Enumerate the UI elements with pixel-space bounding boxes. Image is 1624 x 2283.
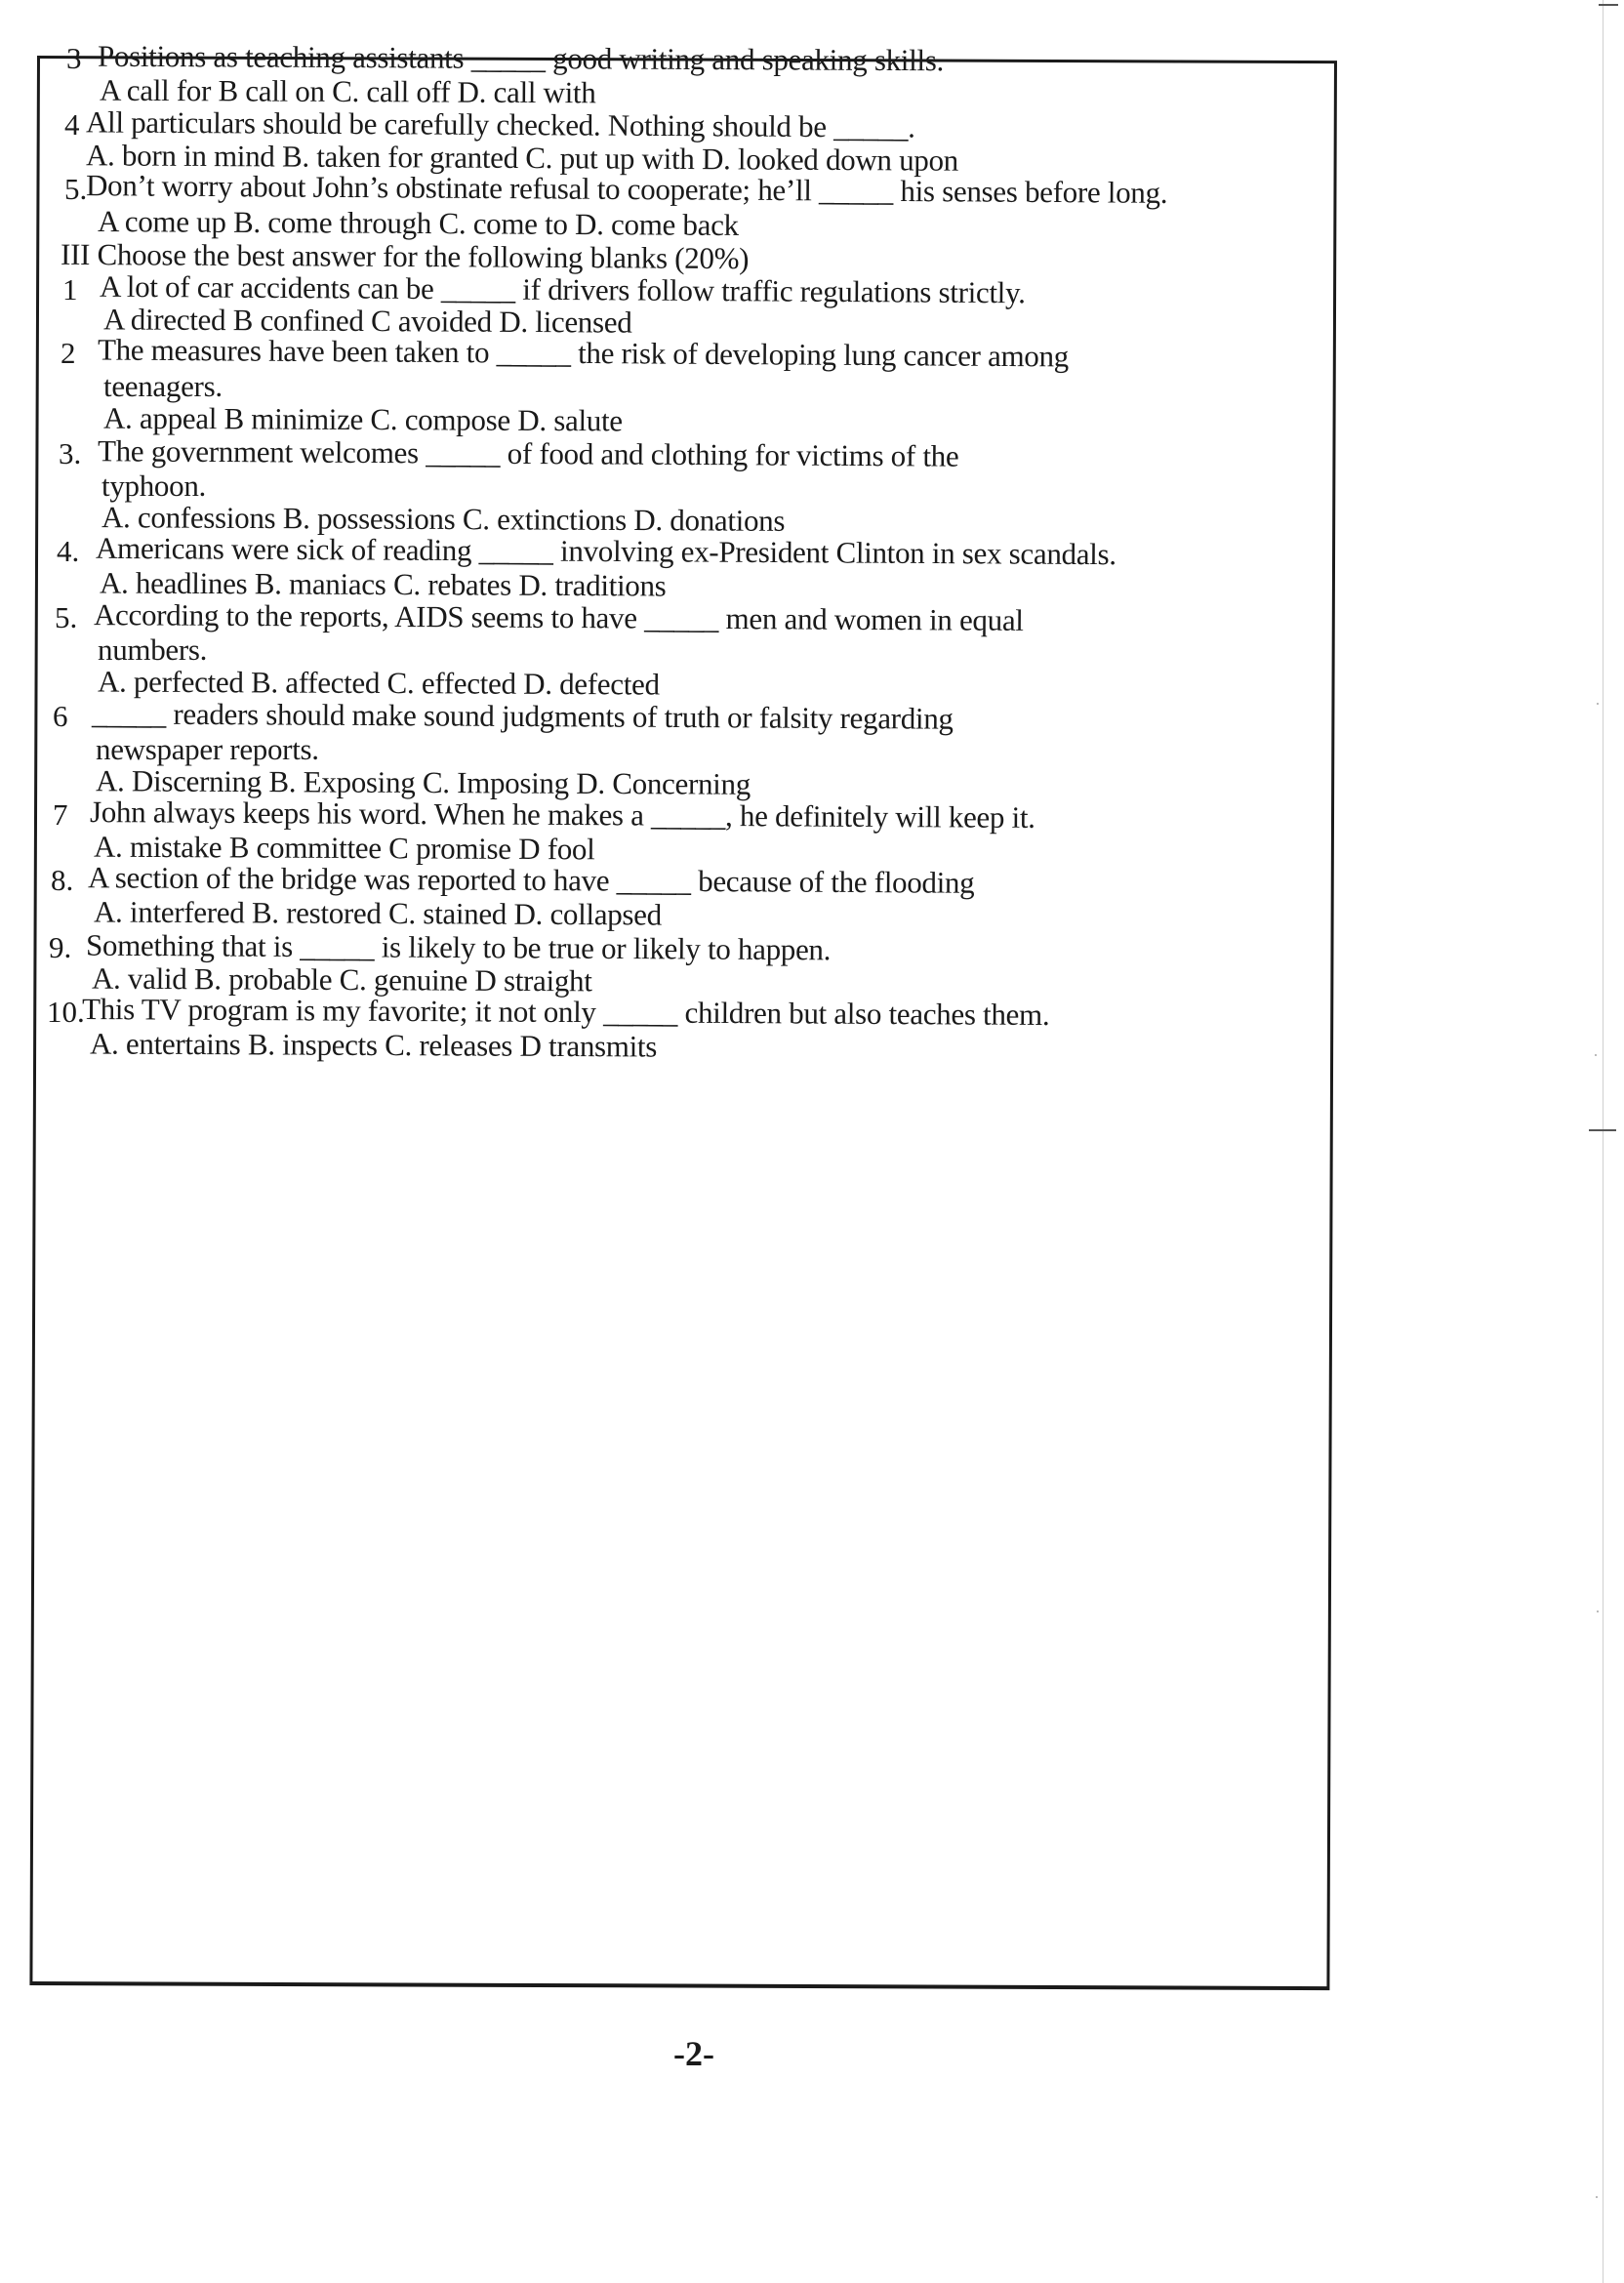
scan-edge-mark [1589,1129,1616,1131]
answer-options: A call for B call on C. call off D. call with [99,72,596,110]
question-text: Positions as teaching assistants _____ good writing and speaking skills. [97,38,945,78]
answer-options: A. Discerning B. Exposing C. Imposing D. Concerning [95,763,751,801]
question-number: 2 [61,336,76,370]
question-text: Americans were sick of reading _____ involving ex-President Clinton in sex scandals. [95,530,1116,572]
answer-options: A directed B confined C avoided D. licensed [102,302,632,340]
scan-edge-mark [1599,4,1618,6]
answer-options: A. entertains B. inspects C. releases D transmits [89,1026,658,1064]
answer-options: A. valid B. probable C. genuine D straight [91,960,592,999]
scan-speck [1595,1054,1597,1056]
answer-options: A. perfected B. affected C. effected D. defected [97,664,660,702]
answer-options: A. confessions B. possessions C. extinctions D. donations [101,500,786,538]
question-text-continued: newspaper reports. [96,732,319,766]
answer-options: A come up B. come through C. come to D. come back [97,203,739,243]
scan-edge-line [1603,0,1604,2283]
question-number: 5. [64,172,88,206]
section-heading: III Choose the best answer for the following blanks (20%) [60,236,750,276]
answer-options: A. appeal B minimize C. compose D. salute [102,400,623,438]
question-text: Don’t worry about John’s obstinate refusal to cooperate; he’ll _____ his senses before long. [85,168,1168,210]
page-number: -2- [673,2034,714,2073]
question-text-continued: numbers. [98,632,208,667]
answer-options: A. born in mind B. taken for granted C. put up with D. looked down upon [85,138,959,178]
scan-speck [1597,1610,1599,1612]
question-number: 7 [53,797,68,832]
question-text: John always keeps his word. When he makes a _____, he definitely will keep it. [89,795,1035,835]
answer-options: A. mistake B committee C promise D fool [93,829,595,867]
question-number: 6 [53,699,68,733]
answer-options: A. interfered B. restored C. stained D. collapsed [93,894,662,932]
question-number: 8. [51,863,74,897]
question-text: A section of the bridge was reported to have _____ because of the flooding [87,860,975,900]
answer-options: A. headlines B. maniacs C. rebates D. traditions [99,565,667,603]
question-number: 3. [59,436,82,470]
question-number: 4. [57,534,80,568]
question-text: This TV program is my favorite; it not only _____ children but also teaches them. [81,991,1050,1033]
question-text: The measures have been taken to _____ the risk of developing lung cancer among [97,332,1070,374]
question-text-continued: typhoon. [102,469,206,503]
question-text: _____ readers should make sound judgments of truth or falsity regarding [91,696,954,736]
question-number: 10. [47,995,85,1029]
question-number: 3 [66,41,82,75]
question-text: All particulars should be carefully checked. Nothing should be _____. [85,104,915,144]
question-text: According to the reports, AIDS seems to have _____ men and women in equal [93,597,1024,637]
question-number: 1 [62,272,78,306]
question-text: A lot of car accidents can be _____ if drivers follow traffic regulations strictly. [99,268,1026,310]
question-number: 5. [55,600,78,634]
question-text: Something that is _____ is likely to be true or likely to happen. [85,927,832,967]
scan-speck [1596,2196,1598,2198]
scan-speck [1597,703,1599,705]
question-number: 9. [49,930,72,964]
question-number: 4 [64,107,80,142]
question-text: The government welcomes _____ of food and clothing for victims of the [97,433,959,473]
question-text-continued: teenagers. [103,369,223,403]
